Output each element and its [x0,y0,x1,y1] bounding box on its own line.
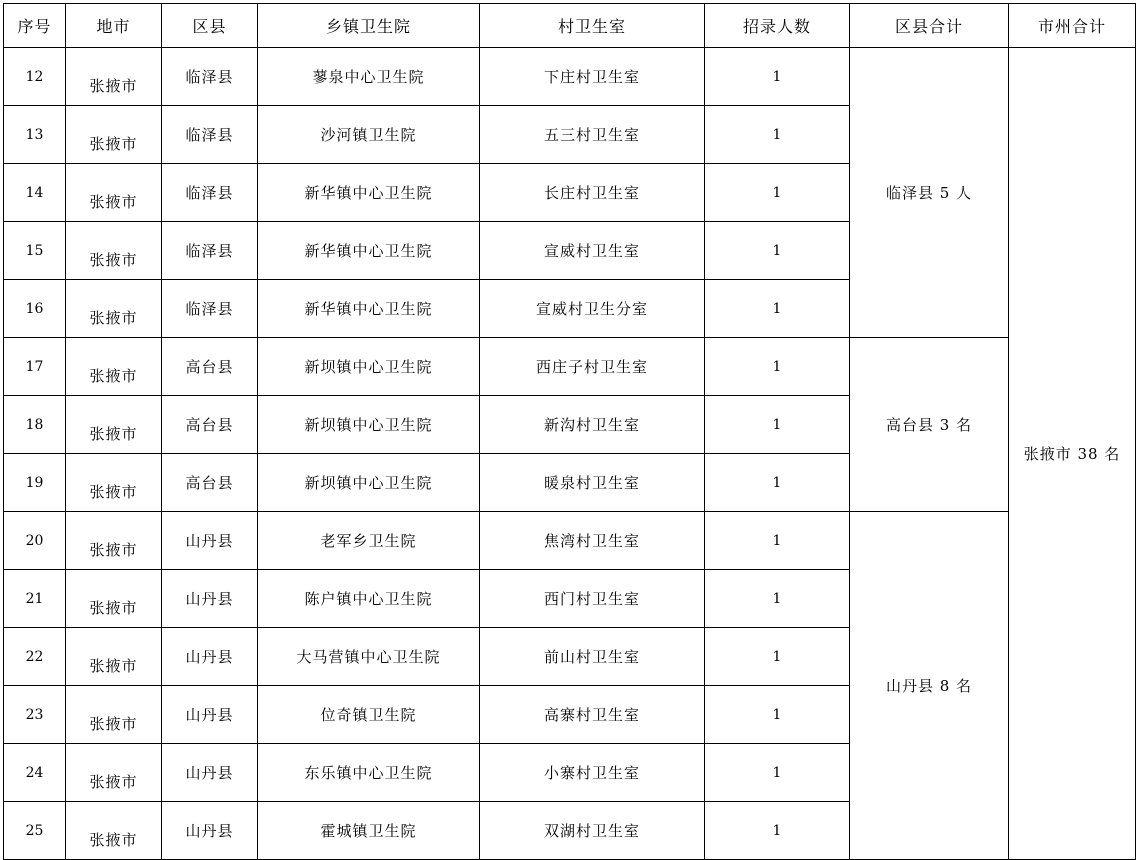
row-county-cell: 高台县 [162,454,258,512]
row-village-cell: 西门村卫生室 [480,570,705,628]
row-count-cell: 1 [705,454,850,512]
header-township: 乡镇卫生院 [258,4,480,48]
row-city-cell: 张掖市 [66,570,162,628]
row-count-cell: 1 [705,802,850,860]
row-village-cell: 高寨村卫生室 [480,686,705,744]
row-village-cell: 长庄村卫生室 [480,164,705,222]
row-no-cell: 13 [4,106,66,164]
header-city-total: 市州合计 [1009,4,1136,48]
table-row [4,48,1136,106]
row-village-cell: 双湖村卫生室 [480,802,705,860]
header-no: 序号 [4,4,66,48]
row-village-cell: 新沟村卫生室 [480,396,705,454]
county-total-cell: 山丹县 8 名 [850,512,1009,860]
county-total-cell: 高台县 3 名 [850,338,1009,512]
row-county-cell: 山丹县 [162,744,258,802]
row-count-cell: 1 [705,164,850,222]
row-county-cell: 山丹县 [162,628,258,686]
row-county-cell: 山丹县 [162,686,258,744]
row-no-cell: 25 [4,802,66,860]
row-township-cell: 新坝镇中心卫生院 [258,338,480,396]
row-county-cell: 临泽县 [162,222,258,280]
row-township-cell: 新华镇中心卫生院 [258,164,480,222]
header-city: 地市 [66,4,162,48]
row-township-cell: 老军乡卫生院 [258,512,480,570]
row-city-cell: 张掖市 [66,686,162,744]
row-city-cell: 张掖市 [66,280,162,338]
row-no-cell: 21 [4,570,66,628]
row-no-cell: 12 [4,48,66,106]
header-county: 区县 [162,4,258,48]
row-county-cell: 临泽县 [162,164,258,222]
row-township-cell: 新坝镇中心卫生院 [258,396,480,454]
row-township-cell: 陈户镇中心卫生院 [258,570,480,628]
row-township-cell: 大马营镇中心卫生院 [258,628,480,686]
row-count-cell: 1 [705,628,850,686]
table-row [4,338,1136,396]
row-no-cell: 23 [4,686,66,744]
row-village-cell: 前山村卫生室 [480,628,705,686]
row-count-cell: 1 [705,280,850,338]
row-no-cell: 24 [4,744,66,802]
row-count-cell: 1 [705,222,850,280]
row-village-cell: 焦湾村卫生室 [480,512,705,570]
row-no-cell: 16 [4,280,66,338]
row-city-cell: 张掖市 [66,744,162,802]
row-village-cell: 宣威村卫生分室 [480,280,705,338]
city-total-cell: 张掖市 38 名 [1009,48,1136,860]
row-city-cell: 张掖市 [66,48,162,106]
row-count-cell: 1 [705,686,850,744]
row-county-cell: 临泽县 [162,48,258,106]
row-township-cell: 沙河镇卫生院 [258,106,480,164]
table-header-row [4,4,1136,48]
table-row [4,512,1136,570]
row-township-cell: 新华镇中心卫生院 [258,222,480,280]
row-township-cell: 位奇镇卫生院 [258,686,480,744]
row-township-cell: 新华镇中心卫生院 [258,280,480,338]
row-no-cell: 22 [4,628,66,686]
county-total-cell: 临泽县 5 人 [850,48,1009,338]
row-city-cell: 张掖市 [66,222,162,280]
row-county-cell: 临泽县 [162,106,258,164]
row-count-cell: 1 [705,512,850,570]
row-no-cell: 14 [4,164,66,222]
header-village: 村卫生室 [480,4,705,48]
row-city-cell: 张掖市 [66,106,162,164]
row-township-cell: 新坝镇中心卫生院 [258,454,480,512]
row-city-cell: 张掖市 [66,454,162,512]
row-village-cell: 下庄村卫生室 [480,48,705,106]
row-village-cell: 暖泉村卫生室 [480,454,705,512]
row-no-cell: 18 [4,396,66,454]
row-count-cell: 1 [705,106,850,164]
row-count-cell: 1 [705,570,850,628]
row-village-cell: 宣威村卫生室 [480,222,705,280]
row-township-cell: 霍城镇卫生院 [258,802,480,860]
row-count-cell: 1 [705,338,850,396]
row-no-cell: 15 [4,222,66,280]
recruitment-table [3,3,1136,860]
row-no-cell: 19 [4,454,66,512]
row-county-cell: 山丹县 [162,570,258,628]
row-count-cell: 1 [705,744,850,802]
row-city-cell: 张掖市 [66,338,162,396]
row-county-cell: 山丹县 [162,802,258,860]
row-count-cell: 1 [705,396,850,454]
row-no-cell: 17 [4,338,66,396]
row-township-cell: 东乐镇中心卫生院 [258,744,480,802]
row-city-cell: 张掖市 [66,802,162,860]
row-city-cell: 张掖市 [66,396,162,454]
row-township-cell: 蓼泉中心卫生院 [258,48,480,106]
header-county-total: 区县合计 [850,4,1009,48]
row-village-cell: 五三村卫生室 [480,106,705,164]
row-city-cell: 张掖市 [66,628,162,686]
row-village-cell: 西庄子村卫生室 [480,338,705,396]
row-county-cell: 临泽县 [162,280,258,338]
row-city-cell: 张掖市 [66,512,162,570]
row-no-cell: 20 [4,512,66,570]
row-county-cell: 山丹县 [162,512,258,570]
row-village-cell: 小寨村卫生室 [480,744,705,802]
row-county-cell: 高台县 [162,396,258,454]
header-count: 招录人数 [705,4,850,48]
row-city-cell: 张掖市 [66,164,162,222]
row-county-cell: 高台县 [162,338,258,396]
row-count-cell: 1 [705,48,850,106]
